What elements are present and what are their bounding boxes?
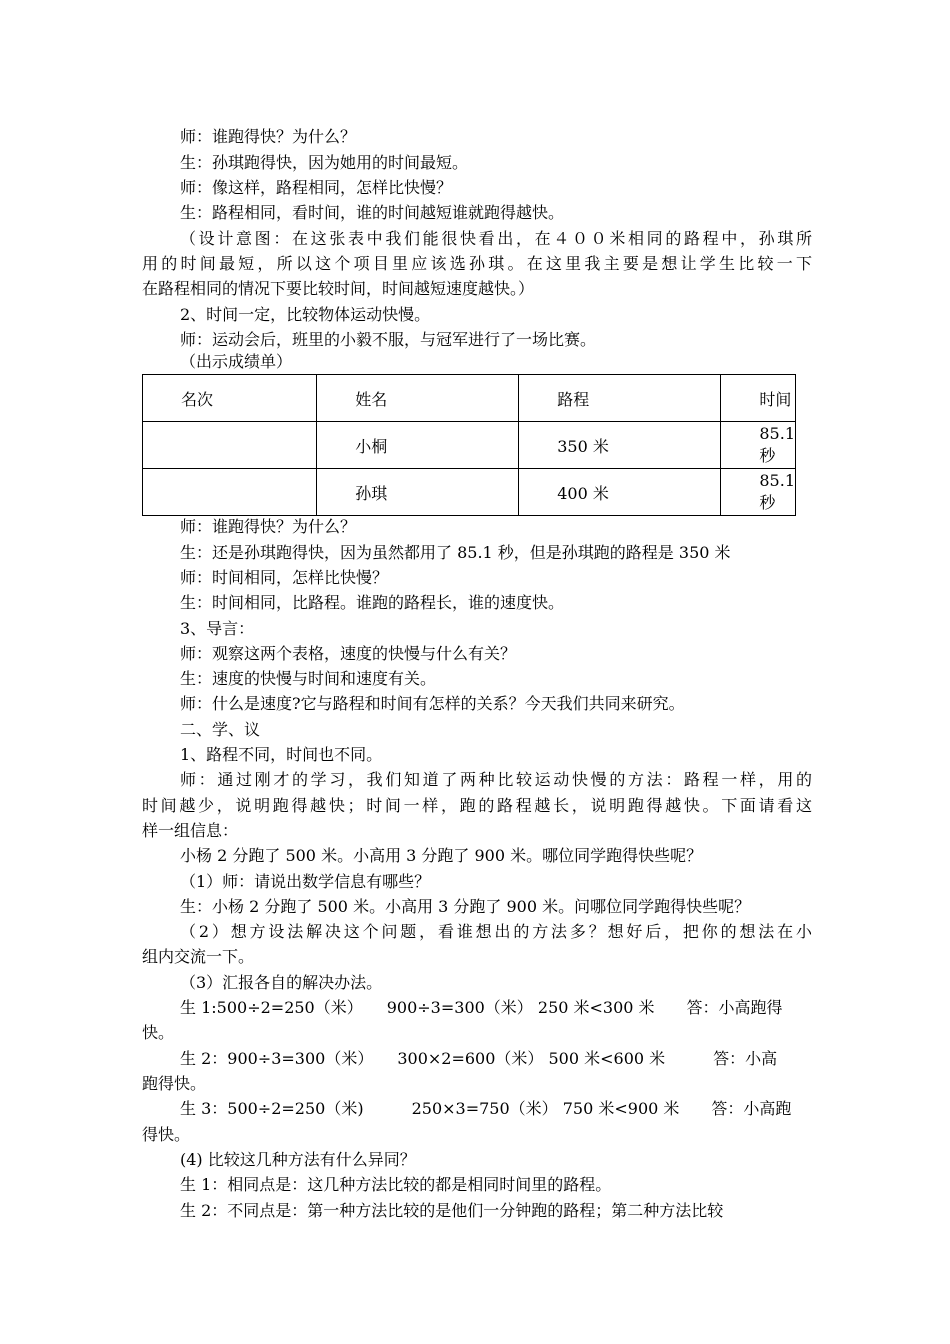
table-row (143, 422, 796, 469)
table-cell: 小桐 (317, 422, 519, 469)
header-cell: 时间 (721, 375, 796, 422)
paragraph-line: （设计意图：在这张表中我们能很快看出，在４００米相同的路程中，孙琪所 (180, 229, 812, 248)
paragraph-line: 师：通过刚才的学习，我们知道了两种比较运动快慢的方法：路程一样，用的 (180, 770, 812, 789)
dialogue-line: 生：时间相同，比路程。谁跑的路程长，谁的速度快。 (180, 593, 565, 612)
section-heading: 二、学、议 (180, 720, 261, 739)
dialogue-line: 师：谁跑得快？为什么？ (180, 517, 357, 536)
dialogue-line: 师：谁跑得快？为什么？ (180, 127, 357, 146)
dialogue-line: (4) 比较这几种方法有什么异同？ (180, 1150, 416, 1169)
table-cell: 350 米 (519, 422, 721, 469)
header-cell: 名次 (143, 375, 317, 422)
dialogue-line: 生：小杨 2 分跑了 500 米。小高用 3 分跑了 900 米。问哪位同学跑得快些呢？ (180, 897, 751, 916)
dialogue-line: 生 2：不同点是：第一种方法比较的是他们一分钟跑的路程；第二种方法比较 (180, 1201, 724, 1220)
header-cell: 姓名 (317, 375, 519, 422)
section-heading: 1、路程不同，时间也不同。 (180, 745, 383, 764)
table-cell: 400 米 (519, 469, 721, 516)
solution-line: 跑得快。 (142, 1074, 207, 1093)
dialogue-line: 师：时间相同，怎样比快慢？ (180, 568, 389, 587)
table-row (143, 469, 796, 516)
dialogue-line: 生：路程相同，看时间，谁的时间越短谁就跑得越快。 (180, 203, 565, 222)
table-cell: 85.1 秒 (721, 469, 796, 516)
paragraph-line: 在路程相同的情况下要比较时间，时间越短速度越快。） (142, 279, 535, 298)
dialogue-line: 师：什么是速度?它与路程和时间有怎样的关系？今天我们共同来研究。 (180, 694, 685, 713)
paragraph-line: 样一组信息： (142, 821, 239, 840)
paragraph-line: 组内交流一下。 (142, 947, 255, 966)
dialogue-line: 生：还是孙琪跑得快，因为虽然都用了 85.1 秒，但是孙琪跑的路程是 350 米 (180, 543, 731, 562)
solution-line: 得快。 (142, 1125, 191, 1144)
dialogue-line: 生 1：相同点是：这几种方法比较的都是相同时间里的路程。 (180, 1175, 612, 1194)
table-cell: 85.1 秒 (721, 422, 796, 469)
section-heading: 3、导言： (180, 619, 255, 638)
solution-line: 生 2：900÷3=300（米） 300×2=600（米） 500 米<600 米 答：小高 (180, 1049, 778, 1068)
section-heading: 2、时间一定，比较物体运动快慢。 (180, 305, 431, 324)
dialogue-line: 师：像这样，路程相同，怎样比快慢？ (180, 178, 453, 197)
problem-statement: 小杨 2 分跑了 500 米。小高用 3 分跑了 900 米。哪位同学跑得快些呢？ (180, 846, 703, 865)
dialogue-line: （3）汇报各自的解决办法。 (180, 973, 383, 992)
paragraph-line: （2）想方设法解决这个问题，看谁想出的方法多？想好后，把你的想法在小 (180, 922, 812, 941)
dialogue-line: 师：运动会后，班里的小毅不服，与冠军进行了一场比赛。 (180, 330, 597, 349)
table-cell (143, 422, 317, 469)
dialogue-line: （1）师：请说出数学信息有哪些？ (180, 872, 431, 891)
table-cell: 孙琪 (317, 469, 519, 516)
dialogue-line: 师：观察这两个表格，速度的快慢与什么有关？ (180, 644, 517, 663)
solution-line: 生 3：500÷2=250（米) 250×3=750（米） 750 米<900 米 答：小高跑 (180, 1099, 792, 1118)
solution-line: 快。 (142, 1023, 175, 1042)
score-table (142, 374, 796, 516)
dialogue-line: 生：速度的快慢与时间和速度有关。 (180, 669, 437, 688)
paragraph-line: 时间越少，说明跑得越快；时间一样，跑的路程越长，说明跑得越快。下面请看这 (142, 796, 812, 815)
dialogue-line: 生：孙琪跑得快，因为她用的时间最短。 (180, 153, 469, 172)
table-cell (143, 469, 317, 516)
solution-line: 生 1:500÷2=250（米） 900÷3=300（米） 250 米<300 米 答：小高跑得 (180, 998, 783, 1017)
table-caption: （出示成绩单） (180, 352, 293, 371)
header-cell: 路程 (519, 375, 721, 422)
paragraph-line: 用的时间最短，所以这个项目里应该选孙琪。在这里我主要是想让学生比较一下 (142, 254, 812, 273)
table-header-row (143, 375, 796, 422)
